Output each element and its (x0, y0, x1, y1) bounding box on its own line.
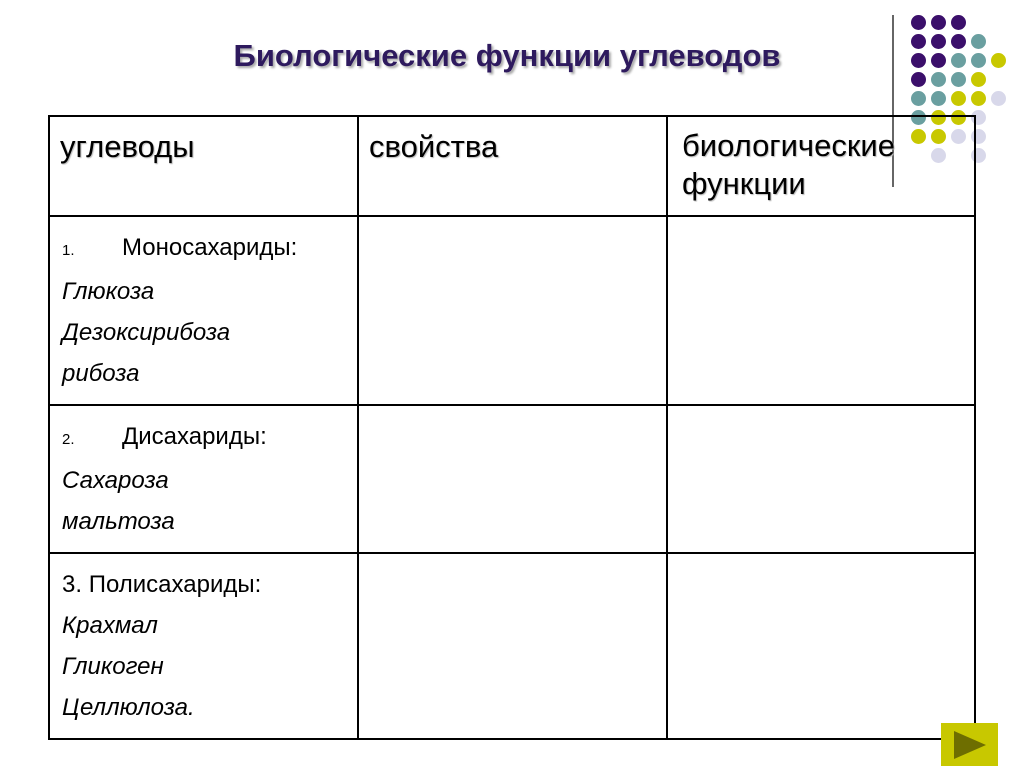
decorative-dot (911, 72, 926, 87)
slide-title: Биологические функции углеводов (233, 38, 781, 73)
properties-cell[interactable] (358, 405, 667, 553)
decorative-dot (931, 53, 946, 68)
list-item: Крахмал (62, 612, 158, 639)
decorative-dot (971, 72, 986, 87)
decorative-dot (931, 72, 946, 87)
list-item: Глюкоза (62, 278, 155, 305)
group-name: Моносахариды: (122, 234, 298, 261)
decorative-dot (951, 15, 966, 30)
group-name: Полисахариды: (88, 571, 262, 598)
decorative-dot (971, 34, 986, 49)
properties-cell[interactable] (358, 553, 667, 739)
list-item: мальтоза (62, 508, 175, 535)
decorative-dot (931, 15, 946, 30)
group-name: Дисахариды: (122, 423, 267, 450)
header-functions: биологические функции (667, 116, 975, 216)
list-item: рибоза (62, 360, 140, 387)
decorative-dot (991, 91, 1006, 106)
table-row (49, 405, 975, 553)
decorative-dot (911, 34, 926, 49)
list-number: 1. (62, 242, 75, 259)
decorative-dot (971, 53, 986, 68)
decorative-dot (971, 91, 986, 106)
decorative-dot (911, 91, 926, 106)
play-triangle-icon (954, 731, 986, 759)
functions-cell[interactable] (667, 405, 975, 553)
list-item: Сахароза (62, 467, 169, 494)
decorative-dot (991, 53, 1006, 68)
decorative-dot (931, 91, 946, 106)
decorative-dot (951, 34, 966, 49)
functions-cell[interactable] (667, 216, 975, 405)
header-properties: свойства (358, 116, 667, 216)
list-item: Дезоксирибоза (62, 319, 231, 346)
list-item: Гликоген (62, 653, 164, 680)
properties-cell[interactable] (358, 216, 667, 405)
next-slide-button[interactable] (941, 723, 998, 766)
list-item: Целлюлоза. (62, 694, 195, 721)
carb-cell (49, 405, 358, 553)
decorative-dot (931, 34, 946, 49)
carb-cell (49, 216, 358, 405)
decorative-dot (951, 53, 966, 68)
decorative-dot (951, 91, 966, 106)
functions-cell[interactable] (667, 553, 975, 739)
carbohydrates-table (48, 115, 976, 740)
carb-cell (49, 553, 358, 739)
decorative-dot (911, 53, 926, 68)
table-header-row (49, 116, 975, 216)
header-carbohydrates: углеводы (49, 116, 358, 216)
decorative-dot (911, 15, 926, 30)
table-row (49, 216, 975, 405)
list-number: 3. (62, 571, 83, 598)
decorative-dot (951, 72, 966, 87)
table-row (49, 553, 975, 739)
list-number: 2. (62, 431, 75, 448)
